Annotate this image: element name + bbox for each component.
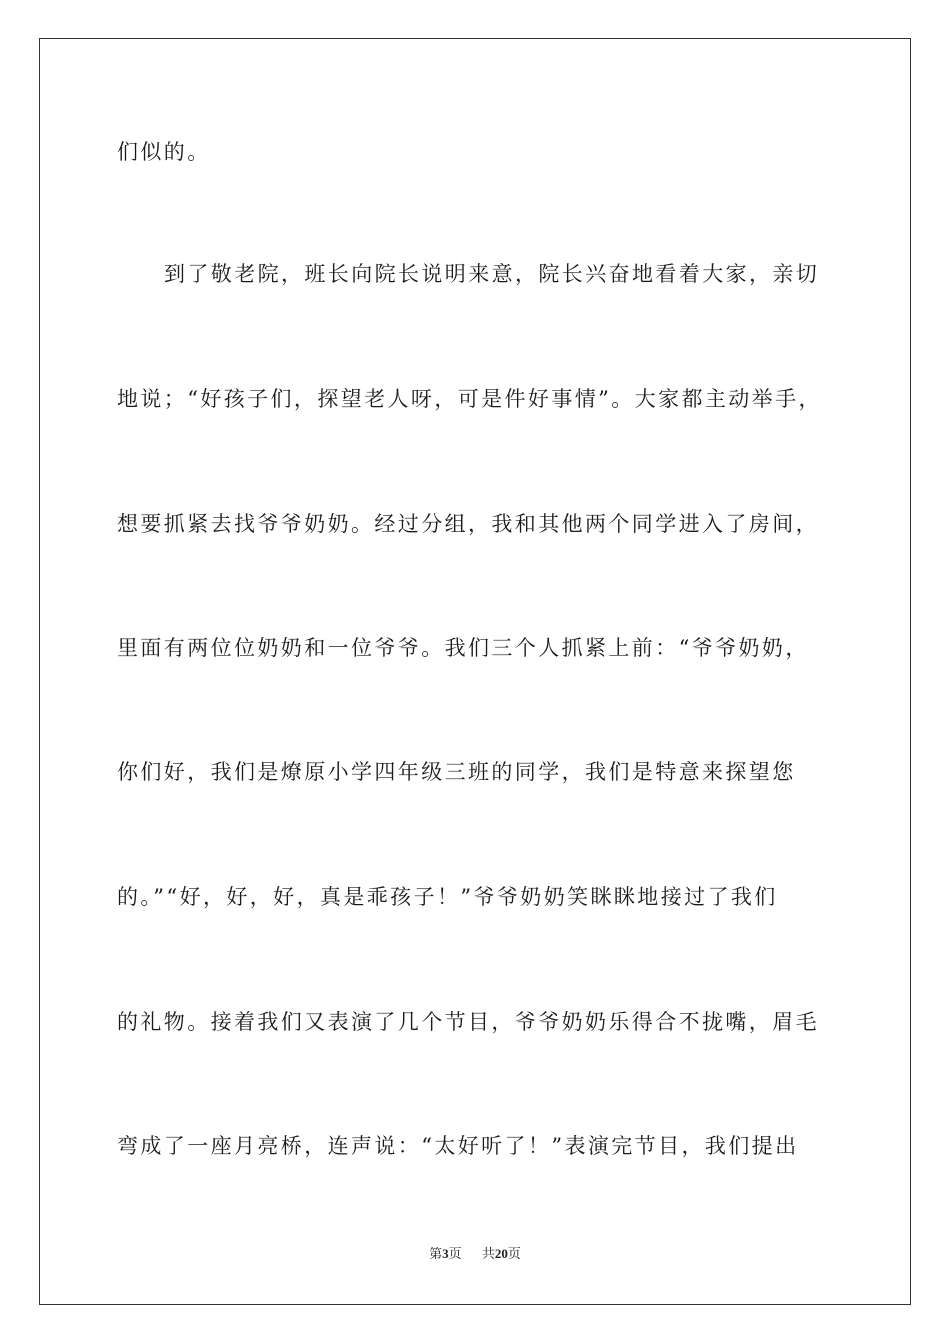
page-prefix: 第	[429, 1247, 443, 1262]
text-line: 到了敬老院，班长向院长说明来意，院长兴奋地看着大家，亲切	[164, 262, 820, 286]
total-pages-label	[482, 1247, 521, 1262]
page-footer	[0, 1245, 950, 1264]
text-line: 地说；“好孩子们，探望老人呀，可是件好事情”。大家都主动举手，	[117, 387, 822, 411]
page-suffix: 页	[448, 1247, 462, 1262]
text-line: 里面有两位位奶奶和一位爷爷。我们三个人抓紧上前：“爷爷奶奶，	[117, 636, 809, 660]
current-page: 3	[442, 1246, 449, 1261]
page-number-label	[429, 1247, 462, 1262]
page-border	[39, 38, 911, 1305]
text-line: 的。”“好，好，好，真是乖孩子！”爷爷奶奶笑眯眯地接过了我们	[117, 885, 778, 909]
text-line: 的礼物。接着我们又表演了几个节目，爷爷奶奶乐得合不拢嘴，眉毛	[117, 1010, 819, 1034]
text-line: 想要抓紧去找爷爷奶奶。经过分组，我和其他两个同学进入了房间，	[117, 512, 819, 536]
total-prefix: 共	[481, 1247, 495, 1262]
text-line: 们似的。	[117, 140, 211, 164]
text-line: 你们好，我们是燎原小学四年级三班的同学，我们是特意来探望您	[117, 760, 796, 784]
total-suffix: 页	[507, 1247, 521, 1262]
text-line: 弯成了一座月亮桥，连声说：“太好听了！”表演完节目，我们提出	[117, 1134, 799, 1158]
total-pages: 20	[494, 1246, 508, 1261]
